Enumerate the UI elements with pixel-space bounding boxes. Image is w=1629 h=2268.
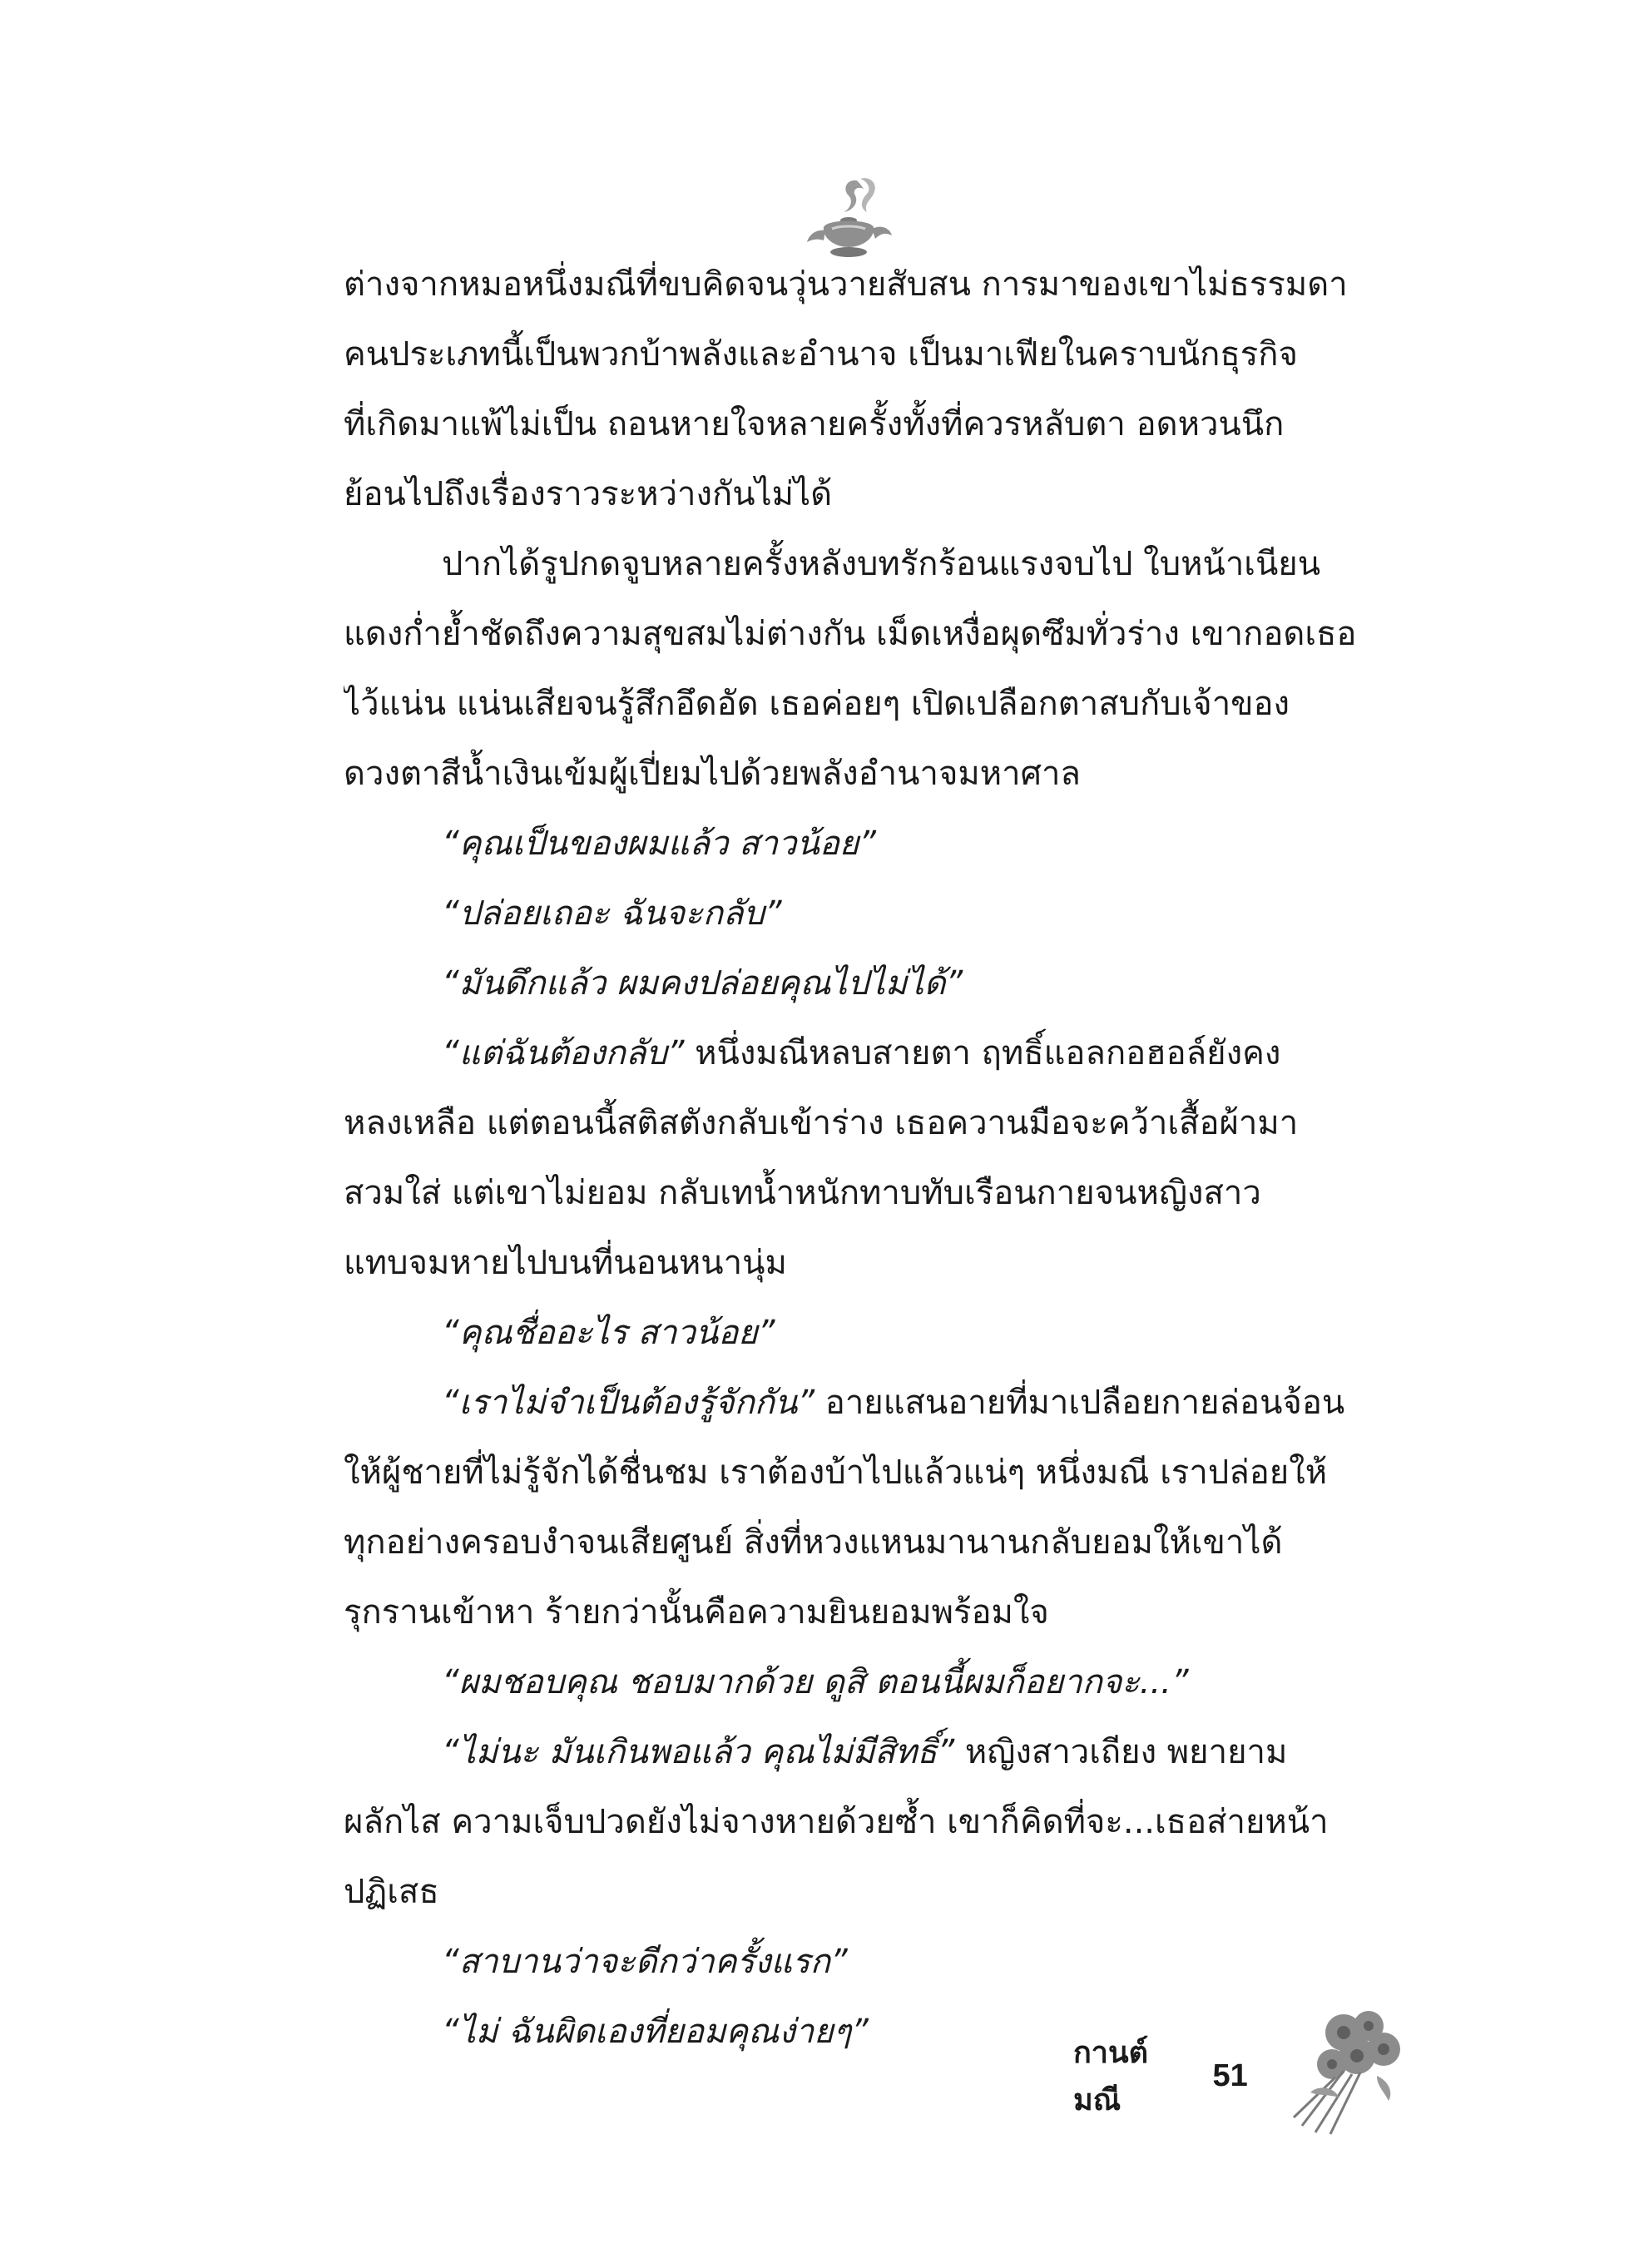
book-title: กานต์มณี	[1073, 2036, 1148, 2117]
paragraph-line: สวมใส่ แต่เขาไม่ยอม กลับเทน้ำหนักทาบทับเรือนกายจนหญิงสาว	[344, 1174, 1261, 1212]
paragraph-first-line	[344, 1717, 1375, 1787]
paragraph-first-line	[344, 1298, 1375, 1368]
body-text	[344, 250, 1375, 2067]
dialogue-quote: “คุณชื่ออะไร สาวน้อย”	[442, 1314, 775, 1352]
narration-text: หนึ่งมณีหลบสายตา ฤทธิ์แอลกอฮอล์ยังคง	[684, 1034, 1281, 1072]
narration-text: อายแสนอายที่มาเปลือยกายล่อนจ้อน	[814, 1384, 1345, 1422]
paragraph-line: แทบจมหายไปบนที่นอนหนานุ่ม	[344, 1244, 787, 1282]
dialogue-quote: “ผมชอบคุณ ชอบมากด้วย ดูสิ ตอนนี้ผมก็อยากจะ...”	[442, 1663, 1189, 1701]
paragraph-line: ที่เกิดมาแพ้ไม่เป็น ถอนหายใจหลายครั้งทั้งที่ควรหลับตา อดหวนนึก	[344, 405, 1285, 443]
paragraph-line: แดงก่ำย้ำชัดถึงความสุขสมไม่ต่างกัน เม็ดเหงื่อผุดซึมทั่วร่าง เขากอดเธอ	[344, 615, 1357, 653]
paragraph-line: ย้อนไปถึงเรื่องราวระหว่างกันไม่ได้	[344, 475, 833, 513]
paragraph-line: ทุกอย่างครอบงำจนเสียศูนย์ สิ่งที่หวงแหนมานานกลับยอมให้เขาได้	[344, 1523, 1283, 1562]
paragraph-line: ให้ผู้ชายที่ไม่รู้จักได้ชื่นชม เราต้องบ้าไปแล้วแน่ๆ หนึ่งมณี เราปล่อยให้	[344, 1453, 1328, 1492]
paragraph-line: ปฏิเสธ	[344, 1873, 439, 1911]
paragraph-line: หลงเหลือ แต่ตอนนี้สติสตังกลับเข้าร่าง เธอควานมือจะคว้าเสื้อผ้ามา	[344, 1104, 1299, 1142]
dialogue-quote: “ปล่อยเถอะ ฉันจะกลับ”	[442, 894, 782, 933]
dialogue-quote: “ไม่ ฉันผิดเองที่ยอมคุณง่ายๆ”	[442, 2013, 869, 2051]
dialogue-quote: “เราไม่จำเป็นต้องรู้จักกัน”	[442, 1384, 815, 1422]
paragraph-first-line: ปากได้รูปกดจูบหลายครั้งหลังบทรักร้อนแรงจบไป ใบหน้าเนียน	[442, 545, 1321, 583]
dialogue-quote: “สาบานว่าจะดีกว่าครั้งแรก”	[442, 1943, 848, 1981]
paragraph-first-line	[344, 1018, 1375, 1088]
narration-text: หญิงสาวเถียง พยายาม	[954, 1733, 1288, 1771]
paragraph-first-line	[344, 1647, 1375, 1717]
page-number: 51	[1212, 2058, 1248, 2093]
paragraph-first-line: ต่างจากหมอหนึ่งมณีที่ขบคิดจนวุ่นวายสับสน การมาของเขาไม่ธรรมดา	[344, 265, 1348, 304]
paragraph-line: รุกรานเข้าหา ร้ายกว่านั้นคือความยินยอมพร้อมใจ	[344, 1593, 1049, 1632]
dialogue-quote: “ไม่นะ มันเกินพอแล้ว คุณไม่มีสิทธิ์”	[442, 1733, 955, 1771]
paragraph-first-line	[344, 1368, 1375, 1438]
paragraph-first-line	[344, 879, 1375, 948]
paragraph-line: ผลักไส ความเจ็บปวดยังไม่จางหายด้วยซ้ำ เขาก็คิดที่จะ...เธอส่ายหน้า	[344, 1803, 1329, 1841]
dialogue-quote: “แต่ฉันต้องกลับ”	[442, 1034, 685, 1072]
paragraph-first-line	[344, 809, 1375, 879]
page-footer	[1073, 2036, 1389, 2117]
paragraph-line: ไว้แน่น แน่นเสียจนรู้สึกอึดอัด เธอค่อยๆ เปิดเปลือกตาสบกับเจ้าของ	[344, 685, 1290, 723]
dialogue-quote: “มันดึกแล้ว ผมคงปล่อยคุณไปไม่ได้”	[442, 964, 963, 1003]
dialogue-quote: “คุณเป็นของผมแล้ว สาวน้อย”	[442, 825, 877, 863]
paragraph-first-line	[344, 1927, 1375, 1997]
paragraph-first-line	[344, 948, 1375, 1018]
paragraph-line: ดวงตาสีน้ำเงินเข้มผู้เปี่ยมไปด้วยพลังอำนาจมหาศาล	[344, 755, 1081, 793]
paragraph-line: คนประเภทนี้เป็นพวกบ้าพลังและอำนาจ เป็นมาเฟียในคราบนักธุรกิจ	[344, 335, 1298, 374]
